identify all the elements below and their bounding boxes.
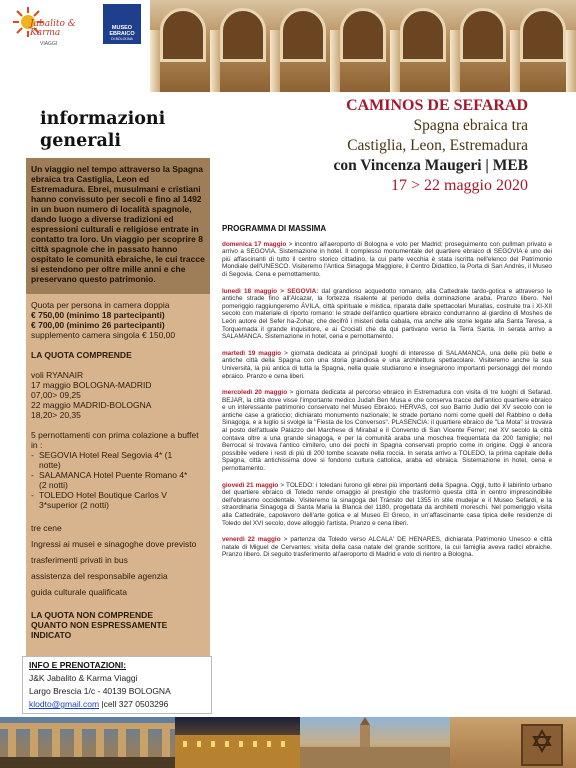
hotel-1-a: SEGOVIA Hotel Real Segovia 4* (1 <box>39 450 173 460</box>
day-text: > giornata dedicata ai principali luoghi di interesse di SALAMANCA, una delle più belle e antiche città della Spagna con una storia grandiosa e una architettura spettacolare. Visiteremo anche la sua Università, la più antica di tutta la Spagna, nella quale studiarono e insegnarono importanti personaggi del mondo ebraico. Pranzo e cena liberi. <box>222 349 553 380</box>
day-text: > partenza da Toledo verso ALCALA' DE HENARES, dichiarata Patrimonio Unesco e città natale di Miguel de Cervantes: visita della casa natale del grande scrittore, la cui famiglia aveva radici ebraiche. Pranzo libero. Di seguito trasferimento all'aeroporto di Madrid e volo di rientro a Bologna. <box>222 536 552 559</box>
logo-sub: VIAGGI <box>40 41 58 47</box>
carving-photo <box>450 717 576 768</box>
day-text: > TOLEDO: i toledani furono gli ebrei più importanti della Spagna. Oggi, tutto il labirinto urbano del quartiere ebraico di Toledo rende omaggio al prestigio che trasformò questa città in centro imprescindibile dell'ebraismo occidentale. Visiteremo la sinagoga del Tránsito del 1355 in stile mudejar e il Museo Sefardi, e la straordinaria Sinagoga di Santa Maria la Blanca del 1180, progettata da architetti moreschi. Nel pomeriggio visita alla Cattedrale, capolavoro dell'arte gotica e al Museo El Greco, in un'affascinante casa tipica delle residenze di Toledo del XVI secolo, dove alloggiò l'artista. Pranzo e cena liberi. <box>222 481 552 527</box>
program-day <box>222 389 552 473</box>
contact-line <box>29 698 205 711</box>
old-town-photo <box>300 717 450 768</box>
intro-text: Un viaggio nel tempo attraverso la Spagna ebraica tra Castiglia, Leon ed Estremadura. Ebrei, musulmani e cristiani hanno convissuto per secoli e fino al 1492 in un buon numero di località spagnole, dando luogo a diverse tradizioni ed espressioni culturali e religiose entrate in contatto tra loro. Un viaggio per scoprire 8 città spagnole che in passato hanno ospitato le comunità ebraiche, le cui tracce si estendono per oltre mille anni e che preservano questo patrimonio. <box>31 164 205 284</box>
arch <box>160 8 206 62</box>
arch <box>460 8 506 62</box>
column <box>510 30 520 92</box>
volo-1-time: 07,00> 09,25 <box>31 390 81 400</box>
arch <box>280 8 326 62</box>
column <box>330 30 340 92</box>
program-day <box>222 482 552 528</box>
quota-price-1: € 750,00 (minimo 18 partecipanti) <box>31 310 165 320</box>
column <box>150 30 160 92</box>
program-heading: PROGRAMMA DI MASSIMA <box>222 224 327 233</box>
day-text: > giornata dedicata al percorso ebraico in Estremadura con visita di tre luoghi di Sefarad. BEJAR, la città dove visse l'importante medico Judah Ben Musa e che conserva tracce dell'antico quartiere ebraico e un interessante patrimonio conservato nel Museo Ebraico. HERVAS, col suo Barrio Judio del XV secolo con le antiche case a graticcio; dichiarato monumento nazionale; le strade portano nomi come quelli del Rabbino o della Sinagoga, e a luglio si svolge la "Fiesta de los Conversos". PLASENCIA: il quartiere ebraico de "La Mota" si trovava al posto dell'attuale Palazzo del Marchese di Mirabal e il Convento di San Vicente Ferrer; nel XV secolo la città contava oltre a una grande sinagoga, e per la comunità araba una moschea frequentata da 200 famiglie; nel Berrocal si trovava l'antico cimitero, uno dei pochi in Spagna conservati proprio come in origine. Oggi è ancora possibile vedere i resti di più di 200 tombe scavate nella roccia. In serata arrivo a TOLEDO, la prima capitale della Spagna, città antichissima dove si fondono cultura cattolica, araba ed ebraica. Sistemazione in hotel, cena e pernottamento. <box>222 389 552 473</box>
column <box>566 30 576 92</box>
photo-strip <box>0 717 576 768</box>
trip-dates: 17 > 22 maggio 2020 <box>390 177 528 194</box>
info-title-line2: generali <box>40 131 122 151</box>
day-text: > incontro all'aeroporto di Bologna e volo per Madrid; proseguimento con pullman privato e arrivo a SEGOVIA. Sistemazione in hotel. Il complesso monumentale del quartiere ebraico di SEGOVIA è uno dei più affascinanti di tutto il centro storico cittadino, la cui parte vecchia è stata iscritta nell'elenco del Patrimonio Mondiale dell'UNESCO. Visiteremo l'Antica Sinagoga Maggiore, il Centro Didattico, la Porta di San Andrés, il Museo di Segovia. Cena e pernottamento. <box>222 240 552 278</box>
trip-title: CAMINOS DE SEFARAD <box>346 97 528 114</box>
comprende-heading: LA QUOTA COMPRENDE <box>31 350 132 360</box>
hotel-item: - SEGOVIA Hotel Real Segovia 4* (1 notte) <box>31 450 173 470</box>
quota-price-2: € 700,00 (minimo 26 partecipanti) <box>31 320 165 330</box>
agency-name: J&K Jabalito & Karma Viaggi <box>29 673 138 683</box>
arch <box>220 8 266 62</box>
trip-title-block <box>333 96 528 196</box>
day-date: martedì 19 maggio <box>222 349 282 357</box>
quota-single: supplemento camera singola € 150,00 <box>31 330 176 340</box>
museo-logo-line2: EBRAICO <box>109 31 135 37</box>
cene: tre cene <box>31 523 62 533</box>
museo-ebraico-logo <box>103 4 141 44</box>
day-date: venerdì 22 maggio <box>222 536 281 544</box>
info-title <box>40 108 165 152</box>
general-info-body <box>31 300 207 640</box>
hotel-2-b: (2 notti) <box>39 480 68 490</box>
arches-photo <box>150 0 576 92</box>
arch <box>400 8 446 62</box>
plaza-night-photo <box>175 717 300 768</box>
hotel-item: - TOLEDO Hotel Boutique Carlos V 3*superior (2 notti) <box>31 490 167 510</box>
info-title-line1: informazioni <box>40 109 166 129</box>
hotel-1-b: notte) <box>39 460 61 470</box>
trip-subtitle-2: Castiglia, Leon, Estremadura <box>347 137 528 154</box>
ingressi: Ingressi ai musei e sinagoghe dove previsto <box>31 539 197 549</box>
pernottamenti: 5 pernottamenti con prima colazione a buffet in : <box>31 430 199 450</box>
museo-logo-line1: MUSEO <box>111 25 133 31</box>
volo-label: voli RYANAIR <box>31 370 84 380</box>
day-date: domenica 17 maggio <box>222 240 287 248</box>
hotel-3-b: 3*superior (2 notti) <box>39 500 109 510</box>
quota-label: Quota per persona in camera doppia <box>31 300 170 310</box>
booking-info-box <box>22 656 212 714</box>
volo-2-time: 18,20> 20,35 <box>31 410 81 420</box>
general-info-panel <box>26 158 210 658</box>
column <box>390 30 400 92</box>
program-day <box>222 288 552 341</box>
program-section <box>222 225 552 568</box>
aqueduct-photo <box>0 717 175 768</box>
phone-number: |cell 327 0503296 <box>99 699 169 709</box>
trasferimenti: trasferimenti privati in bus <box>31 555 128 565</box>
program-day <box>222 350 552 380</box>
day-date: mercoledì 20 maggio <box>222 389 288 397</box>
column <box>450 30 460 92</box>
booking-heading: INFO E PRENOTAZIONI: <box>29 660 127 670</box>
non-comprende-heading: LA QUOTA NON COMPRENDE <box>31 610 153 620</box>
header <box>0 0 576 92</box>
museo-logo-line3: DI BOLOGNA <box>111 37 133 41</box>
day-date: giovedì 21 maggio <box>222 481 279 489</box>
agency-address: Largo Brescia 1/c - 40139 BOLOGNA <box>29 686 171 696</box>
arch <box>340 8 386 62</box>
column <box>210 30 220 92</box>
assistenza: assistenza del responsabile agenzia <box>31 571 168 581</box>
non-indicato: QUANTO NON ESPRESSAMENTE INDICATO <box>31 620 168 640</box>
program-day <box>222 241 552 279</box>
day-date: lunedì 18 maggio > SEGOVIA: <box>222 287 319 295</box>
program-day <box>222 536 552 559</box>
volo-1: 17 maggio BOLOGNA-MADRID <box>31 380 152 390</box>
email-link[interactable]: klodto@gmail.com <box>29 699 100 709</box>
jabalito-karma-logo <box>6 4 86 56</box>
hotel-2-a: SALAMANCA Hotel Puente Romano 4* <box>39 470 188 480</box>
column <box>270 30 280 92</box>
hotel-item: - SALAMANCA Hotel Puente Romano 4* (2 notti) <box>31 470 188 490</box>
intro-box <box>26 158 210 294</box>
volo-2: 22 maggio MADRID-BOLOGNA <box>31 400 152 410</box>
logo-name: Jabalito & Karma <box>30 19 76 38</box>
guida: guida culturale qualificata <box>31 587 127 597</box>
trip-guide: con Vincenza Maugeri | MEB <box>333 157 528 174</box>
day-text: dal grandioso acquedotto romano, alla Cattedrale tardo-gotica e attraverso le antiche strade fino all'Alcazar, la fortezza risalente al periodo della dominazione araba. Pranzo libero. Nel pomeriggio raggiungeremo ÁVILA, città spirituale e mistica, riparata dalle spettacolari Murallas, costruite tra i XI-XII secolo con materiale di riporto romano: le strade dell'antico quartiere ebraico condurranno al giardino di Moshes de León autore del Sefer ha-Zohar, che decifrò i misteri della cabala, ma anche alle storie legate alla Santa Teresa, a Torquemada il grande inquisitore, e ai Crociati che da qui partivano verso la Terra Santa. In serata arrivo a SALAMANCA. Sistemazione in hotel, cena e pernottamento. <box>222 287 553 341</box>
hotel-3-a: TOLEDO Hotel Boutique Carlos V <box>39 490 167 500</box>
trip-subtitle-1: Spagna ebraica tra <box>413 117 528 134</box>
arch <box>520 8 566 62</box>
